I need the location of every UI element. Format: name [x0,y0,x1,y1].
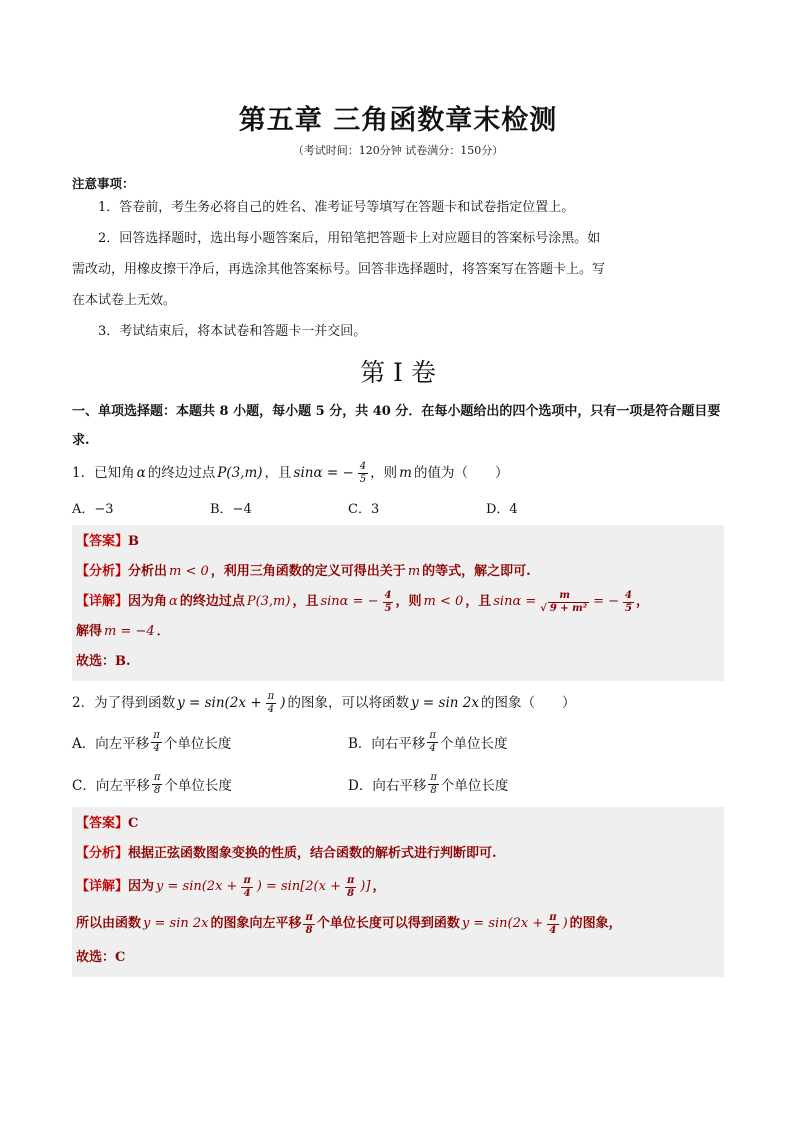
q2-l2-den: 8 [305,924,313,936]
q2-analysis-text: 根据正弦函数图象变换的性质，结合函数的解析式进行判断即可. [128,846,497,861]
note-item-1: 1．答卷前，考生务必将自己的姓名、准考证号等填写在答题卡和试卷指定位置上。 [98,200,575,215]
q1-analysis-m: m [407,564,421,579]
q1-detail-sin-2: sinα = [493,594,537,609]
q2-detail-num-1: π [243,874,251,886]
q1-sin-expr: sinα = − [293,465,354,481]
q2-func-1a: y = sin(2x + [177,695,262,711]
q1-analysis-text-1: 分析出 [128,564,168,579]
q2-l2-func2-den: 4 [549,924,557,936]
q1-text-2: 的终边过点 [147,465,216,481]
q1-detail-line [76,587,720,617]
q2-func-1-num: π [267,690,275,702]
q1-text-4: ，则 [370,465,398,481]
q2-l2-func2-a: y = sin(2x + [461,916,544,931]
q1-analysis-text-3: 的等式，解之即可. [422,564,531,579]
q1-detail-num-2: m [559,589,570,601]
q2-option-c-pre: C．向左平移 [72,778,150,794]
q2-option-a-num: π [153,729,160,741]
q1-option-c: C．3 [348,501,380,517]
q2-option-b-den: 4 [429,742,436,754]
q1-analysis-label: 【分析】 [76,564,129,579]
note-item-2-line-3: 在本试卷上无效。 [72,293,177,308]
q1-answer-line [76,527,720,557]
q2-option-a-post: 个单位长度 [163,736,232,752]
q1-conclusion: 故选：B. [76,654,131,669]
q2-options-row-1 [72,721,724,763]
q1-detail-text-3: ，且 [292,594,319,609]
q1-frac-num: 4 [359,460,367,472]
note-item-2-line-1: 2．回答选择题时，选出每小题答案后，用铅笔把答题卡上对应题目的答案标号涂黑。如 [98,231,601,246]
q1-solve-text-1: 解得 [76,624,103,639]
q2-detail-label: 【详解】 [76,879,129,894]
note-item-2-line-2: 需改动，用橡皮擦干净后，再选涂其他答案标号。回答非选择题时，将答案写在答题卡上。写 [72,262,606,277]
q1-detail-den-3: 5 [625,602,633,614]
q1-text-1: 1．已知角 [72,465,135,481]
q2-l2-text-1: 所以由函数 [76,916,142,931]
q2-option-b-num: π [429,729,436,741]
q1-point: P(3,m) [217,465,263,481]
q1-detail-sin: sinα = − [320,594,379,609]
q2-answer-line [76,809,720,839]
q2-option-d-den: 8 [430,784,437,796]
q1-answer-label: 【答案】 [76,534,129,549]
q2-detail-eq-b: ) = sin[2(x + [256,879,341,894]
q2-func-1-den: 4 [267,703,275,715]
q1-detail-text-5: ，且 [465,594,492,609]
q1-analysis-text-2: ，利用三角函数的定义可得出关于 [210,564,406,579]
q1-detail-ineq: m < 0 [423,594,464,609]
volume-title: 第 I 卷 [360,358,436,387]
q2-option-d-num: π [430,771,437,783]
q2-option-a-pre: A．向左平移 [72,736,150,752]
q2-option-d-fraction [428,772,439,797]
q1-text-3: ，且 [264,465,292,481]
q2-detail-text-1: 因为 [128,879,155,894]
q1-detail-text-6: ， [636,594,650,609]
note-item-3: 3．考试结束后，将本试卷和答题卡一并交回。 [98,324,367,339]
q1-solve-text-2: ． [156,624,170,639]
q2-option-c-post: 个单位长度 [164,778,232,794]
q2-func-2: y = sin 2x [411,695,479,711]
q2-detail-fraction-1 [241,875,252,900]
q2-detail-eq-a: y = sin(2x + [156,879,238,894]
q1-option-a: A．−3 [72,501,114,517]
q2-detail-eq-c: )] [360,879,371,894]
q2-l2-text-4: 的图象， [569,916,622,931]
q2-answer-label: 【答案】 [76,816,129,831]
q2-option-b-pre: B．向右平移 [348,736,426,752]
q1-detail-text-4: ，则 [395,594,422,609]
q1-detail-text-2: 的终边过点 [179,594,245,609]
q2-option-b-fraction [427,730,438,755]
q1-frac-den: 5 [359,473,367,485]
q2-text-1: 2．为了得到函数 [72,695,176,711]
q1-detail-fraction-3 [623,590,634,615]
q2-func-1b: ) [280,695,286,711]
question-2 [72,685,724,721]
q2-text-2: 的图象，可以将函数 [287,695,409,711]
q1-detail-num-1: 4 [384,589,392,601]
q2-solution-box [72,807,724,977]
q2-option-c [72,772,348,797]
q1-solve-eq: m = −4 [104,624,155,639]
q2-option-c-fraction [152,772,163,797]
question-1 [72,455,724,491]
q1-detail-den-2: √ 9 + m² [540,602,588,614]
q2-detail-den-2: 8 [347,887,355,899]
q2-detail-text-2: ， [372,879,386,894]
q1-alpha: α [136,465,146,481]
q2-detail-num-2: π [346,874,355,886]
q2-detail-line [76,869,720,905]
q1-analysis-line [76,557,720,587]
q2-option-a-fraction [151,730,162,755]
q2-option-b-post: 个单位长度 [440,736,508,752]
q1-detail-alpha: α [169,594,178,609]
q1-detail-eq: = − [593,594,620,609]
q1-fraction [358,461,368,486]
q1-detail-label: 【详解】 [76,594,129,609]
q2-detail-line-2 [76,905,720,943]
q2-l2-func2-num: π [549,911,557,923]
q1-options [72,491,724,523]
q1-detail-fraction-2 [540,590,589,615]
q2-option-b [348,730,624,755]
q2-l2-fraction [303,912,314,937]
q1-detail-text-1: 因为角 [128,594,168,609]
q2-detail-den-1: 4 [243,887,251,899]
q2-answer-value: C [128,816,139,831]
q2-analysis-line [76,839,720,869]
q2-l2-func2-b: ) [562,916,568,931]
q2-func-1-fraction [266,691,277,716]
q1-detail-fraction-1 [383,590,394,615]
q1-solve-line [76,617,720,647]
page-title: 第五章 三角函数章末检测 [238,105,558,136]
notes-heading: 注意事项： [72,176,135,191]
q2-text-3: 的图象（ ） [480,695,576,711]
q1-detail-num-3: 4 [625,589,633,601]
q1-analysis-ineq: m < 0 [169,564,209,579]
q2-l2-func: y = sin 2x [143,916,209,931]
q1-option-b: B．−4 [210,501,252,517]
q2-l2-func2-fraction [547,912,558,937]
q2-analysis-label: 【分析】 [76,846,129,861]
q2-l2-text-2: 的图象向左平移 [210,916,302,931]
q2-option-c-num: π [153,771,161,783]
q1-detail-den-1: 5 [384,602,392,614]
q2-option-a [72,730,348,755]
q2-option-d-post: 个单位长度 [440,778,509,794]
q2-option-a-den: 4 [153,742,160,754]
q2-detail-fraction-2 [345,875,356,900]
q2-option-d [348,772,624,797]
q1-detail-point: P(3,m) [246,594,291,609]
q2-conclusion: 故选：C [76,950,126,965]
section-heading: 一、单项选择题：本题共 8 小题，每小题 5 分，共 40 分．在每小题给出的四个选项中，只有一项是符合题目要求. [72,404,721,448]
q1-solution-box [72,525,724,681]
q2-l2-num: π [305,911,313,923]
q2-option-d-pre: D．向右平移 [348,778,427,794]
q2-l2-text-3: 个单位长度可以得到函数 [316,916,460,931]
q1-option-d: D．4 [486,501,518,517]
q1-m: m [399,465,412,481]
q2-option-c-den: 8 [153,784,161,796]
q1-detail-radicand: 9 + m² [549,602,588,614]
exam-info: （考试时间：120分钟 试卷满分：150分） [292,144,504,157]
q1-text-5: 的值为（ ） [413,465,509,481]
exam-page [72,0,724,977]
q2-options-row-2 [72,763,724,805]
q1-answer-value: B [128,534,140,549]
